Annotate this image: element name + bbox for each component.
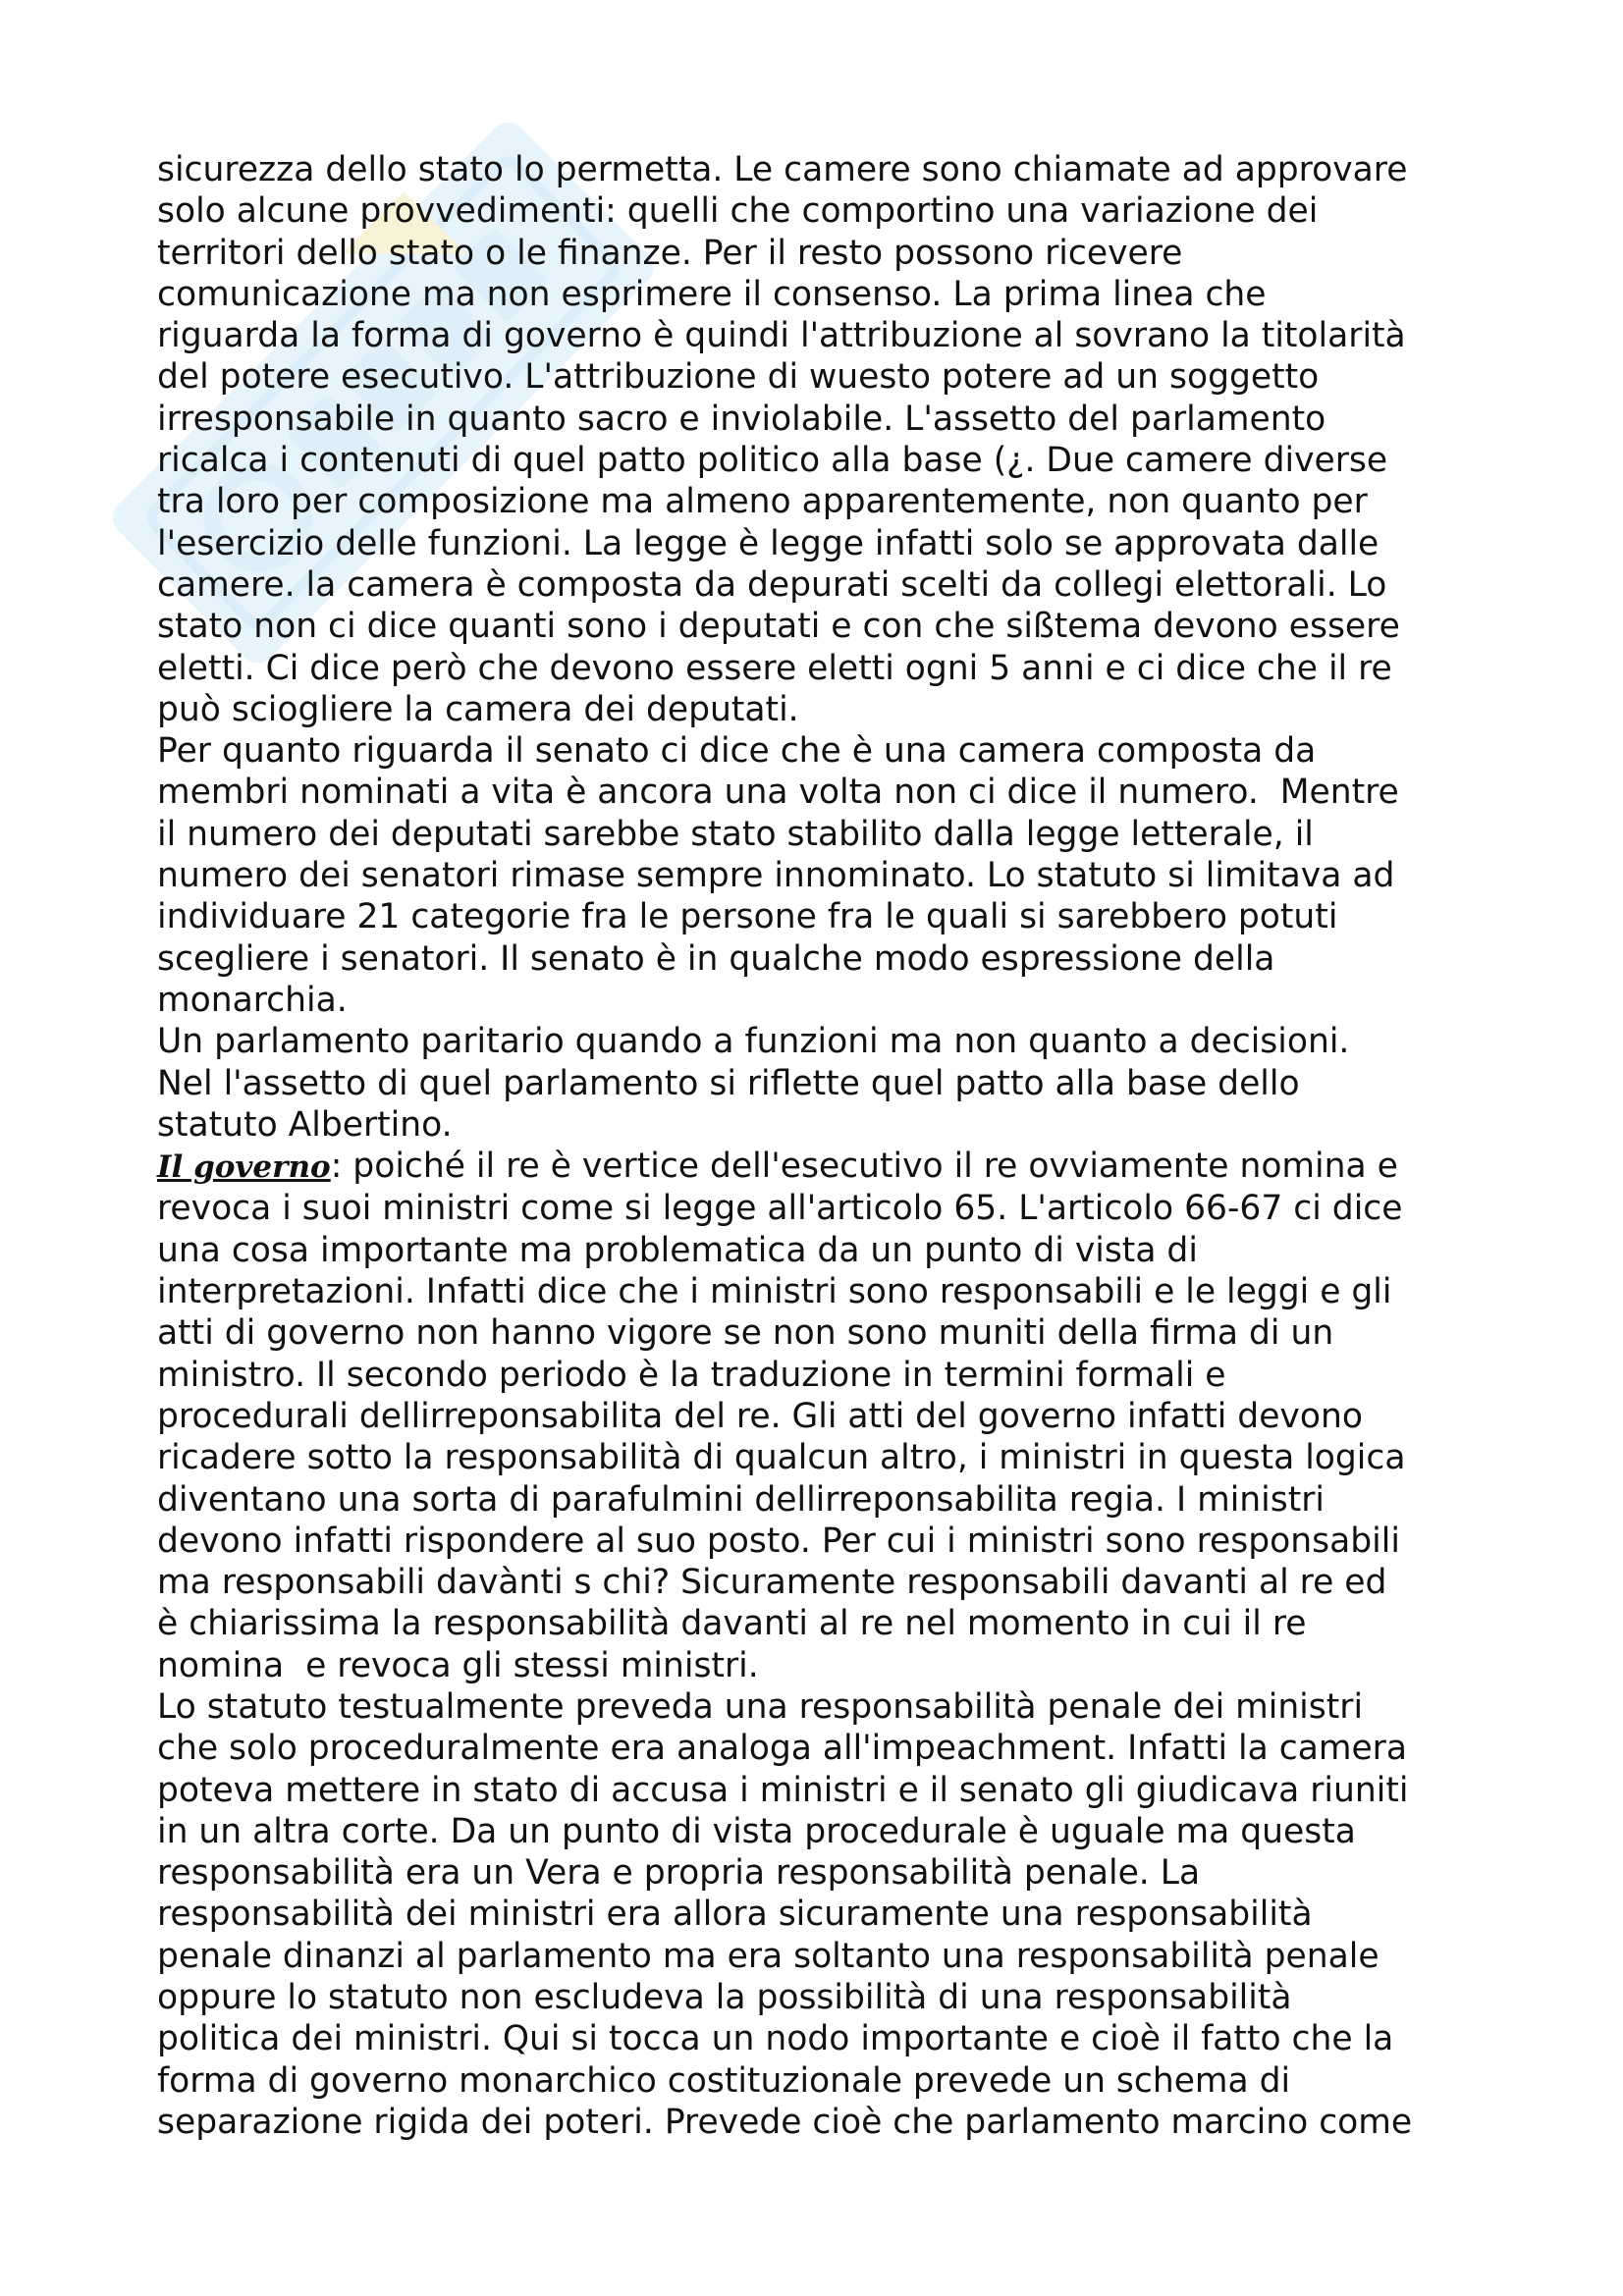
text-line: l'esercizio delle funzioni. La legge è legge infatti solo se approvata dalle — [157, 523, 1380, 563]
text-line: stato non ci dice quanti sono i deputati e con che sißtema devono essere — [157, 607, 1400, 647]
text-line: irresponsabile in quanto sacro e inviolabile. L'assetto del parlamento — [157, 399, 1326, 439]
text-line: diventano una sorta di parafulmini dellirreponsabilita regia. I ministri — [157, 1479, 1325, 1520]
text-line: monarchia. — [157, 980, 348, 1020]
paragraph-block — [157, 1188, 1492, 2143]
text-line: scegliere i senatori. Il senato è in qualche modo espressione della — [157, 938, 1275, 979]
text-line: Un parlamento paritario quando a funzioni ma non quanto a decisioni. — [157, 1022, 1350, 1062]
text-line: riguarda la forma di governo è quindi l'attribuzione al sovrano la titolarità — [157, 316, 1406, 356]
text-line: responsabilità era un Vera e propria responsabilità penale. La — [157, 1853, 1201, 1894]
text-line: interpretazioni. Infatti dice che i ministri sono responsabili e le leggi e gli — [157, 1272, 1392, 1312]
text-line: una cosa importante ma problematica da un punto di vista di — [157, 1230, 1198, 1270]
text-line: statuto Albertino. — [157, 1104, 453, 1145]
text-line: sicurezza dello stato lo permetta. Le camere sono chiamate ad approvare — [157, 150, 1408, 189]
text-line: che solo proceduralmente era analoga all'impeachment. Infatti la camera — [157, 1729, 1407, 1769]
text-line: forma di governo monarchico costituzionale prevede un schema di — [157, 2060, 1291, 2101]
text-line: oppure lo statuto non escludeva la possibilità di una responsabilità — [157, 1978, 1292, 2018]
text-line: procedurali dellirreponsabilita del re. Gli atti del governo infatti devono — [157, 1396, 1363, 1436]
text-line: ricalca i contenuti di quel patto politico alla base (¿. Due camere diverse — [157, 441, 1388, 481]
text-line: eletti. Ci dice però che devono essere eletti ogni 5 anni e ci dice che il re — [157, 648, 1392, 688]
text-line: ministro. Il secondo periodo è la traduzione in termini formali e — [157, 1355, 1226, 1395]
text-line: può sciogliere la camera dei deputati. — [157, 689, 799, 729]
text-line: Per quanto riguarda il senato ci dice che è una camera composta da — [157, 731, 1317, 772]
text-line: poteva mettere in stato di accusa i ministri e il senato gli giudicava riuniti — [157, 1770, 1409, 1810]
paragraph-block — [157, 149, 1492, 1146]
text-line: il numero dei deputati sarebbe stato stabilito dalla legge letterale, il — [157, 814, 1314, 854]
text-line: ma responsabili davànti s chi? Sicuramente responsabili davanti al re ed — [157, 1563, 1387, 1603]
text-line: è chiarissima la responsabilità davanti al re nel momento in cui il re — [157, 1604, 1307, 1644]
text-line: territori dello stato o le finanze. Per il resto possono ricevere — [157, 233, 1183, 273]
text-line: camere. la camera è composta da depurati scelti da collegi elettorali. Lo — [157, 564, 1387, 605]
text-line: Nel l'assetto di quel parlamento si riflette quel patto alla base dello — [157, 1063, 1300, 1103]
text-line: individuare 21 categorie fra le persone fra le quali si sarebbero potuti — [157, 897, 1338, 937]
text-line: del potere esecutivo. L'attribuzione di wuesto potere ad un soggetto — [157, 357, 1320, 398]
text-line: revoca i suoi ministri come si legge all'articolo 65. L'articolo 66-67 ci dice — [157, 1189, 1403, 1229]
document-page — [157, 149, 1492, 2143]
text-line: responsabilità dei ministri era allora sicuramente una responsabilità — [157, 1895, 1313, 1935]
text-line: comunicazione ma non esprimere il consenso. La prima linea che — [157, 274, 1267, 314]
text-line: atti di governo non hanno vigore se non sono muniti della firma di un — [157, 1313, 1334, 1354]
text-line: membri nominati a vita è ancora una volta non ci dice il numero. Mentre — [157, 773, 1399, 813]
text-line: devono infatti rispondere al suo posto. Per cui i ministri sono responsabili — [157, 1521, 1400, 1561]
text-line: separazione rigida dei poteri. Prevede cioè che parlamento marcino come — [157, 2102, 1413, 2142]
text-line: solo alcune provvedimenti: quelli che comportino una variazione dei — [157, 191, 1319, 232]
section-heading: Il governo — [157, 1149, 331, 1186]
text-line: nomina e revoca gli stessi ministri. — [157, 1645, 759, 1685]
text-line: ricadere sotto la responsabilità di qualcun altro, i ministri in questa logica — [157, 1438, 1406, 1478]
text-line: in un altra corte. Da un punto di vista procedurale è uguale ma questa — [157, 1811, 1356, 1851]
text-line: numero dei senatori rimase sempre innominato. Lo statuto si limitava ad — [157, 856, 1395, 896]
text-line: tra loro per composizione ma almeno apparentemente, non quanto per — [157, 482, 1368, 522]
heading-line-text: : poiché il re è vertice dell'esecutivo il re ovviamente nomina e — [330, 1147, 1398, 1187]
text-line: politica dei ministri. Qui si tocca un nodo importante e cioè il fatto che la — [157, 2019, 1394, 2059]
text-line: penale dinanzi al parlamento ma era soltanto una responsabilità penale — [157, 1936, 1380, 1976]
text-line: Lo statuto testualmente preveda una responsabilità penale dei ministri — [157, 1686, 1364, 1727]
heading-line — [157, 1146, 1492, 1188]
